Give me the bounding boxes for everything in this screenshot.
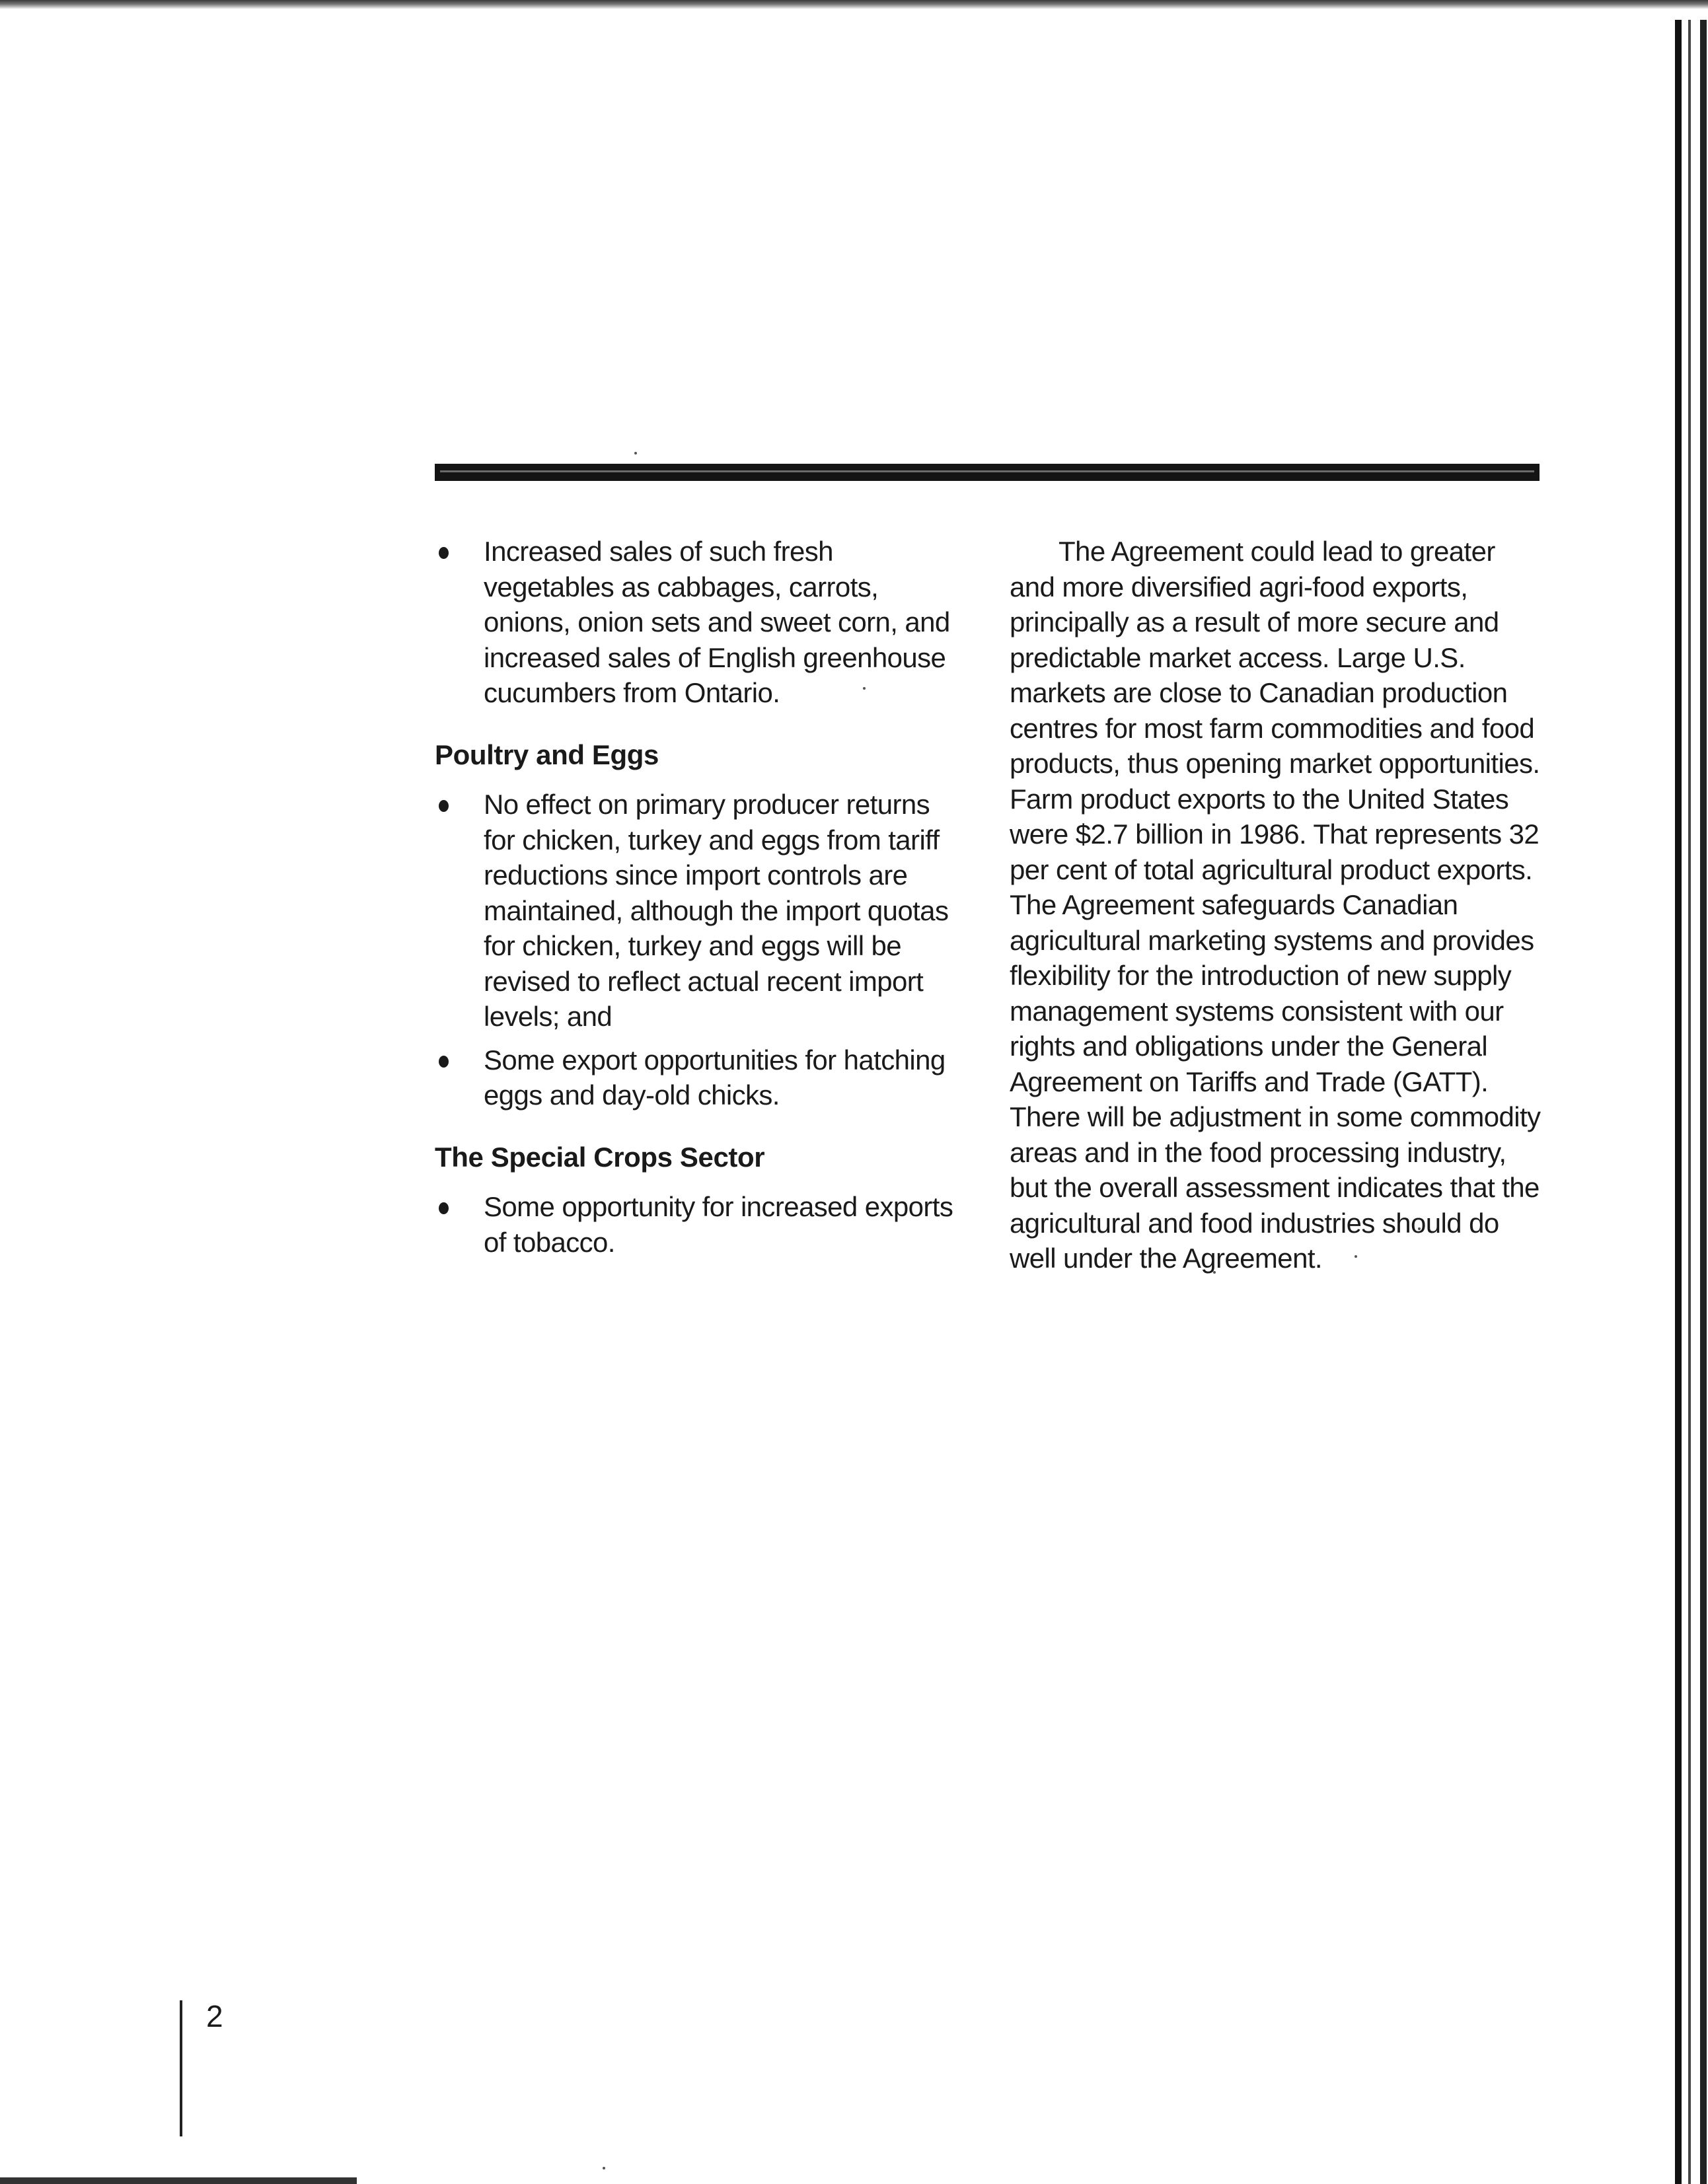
list-item	[435, 1042, 963, 1113]
list-item	[435, 787, 963, 1035]
right-column	[1010, 534, 1546, 1276]
speck	[603, 2167, 605, 2169]
binding-line	[1675, 20, 1682, 2184]
section-rule	[435, 464, 1540, 481]
bullet-text: Some opportunity for increased exports of tobacco.	[484, 1191, 953, 1258]
binding-line	[1688, 20, 1691, 2184]
bullet-icon	[439, 1056, 449, 1068]
scan-binding-edge	[1668, 20, 1708, 2184]
body-paragraph: The Agreement could lead to greater and more diversified agri-food exports, principally as a result of more secure and predictable market access. Large U.S. markets are close to Canadian production centres for most farm commodities and food products, thus opening market opportunities. Farm product exports to the United States were $2.7 billion in 1986. That represents 32 per cent of total agricultural product exports. The Agreement safeguards Canadian agricultural marketing systems and provides flexibility for the introduction of new supply management systems consistent with our rights and obligations under the General Agreement on Tariffs and Trade (GATT). There will be adjustment in some commodity areas and in the food processing industry, but the overall assessment indicates that the agricultural and food industries should do well under the Agreement.	[1010, 536, 1541, 1274]
section-heading-special-crops: The Special Crops Sector	[435, 1141, 765, 1173]
list-item	[435, 1189, 963, 1260]
speck	[634, 452, 637, 455]
page-marker-line	[180, 2000, 182, 2136]
list-item	[435, 534, 963, 711]
scan-top-edge	[0, 0, 1708, 9]
left-column	[435, 534, 963, 1268]
binding-line	[1700, 20, 1707, 2184]
page-number: 2	[206, 1999, 223, 2033]
bullet-text: Some export opportunities for hatching eggs and day-old chicks.	[484, 1044, 946, 1110]
bullet-icon	[439, 800, 449, 812]
scan-bottom-edge	[0, 2177, 357, 2184]
bullet-icon	[439, 547, 449, 559]
bullet-icon	[439, 1202, 449, 1214]
bullet-text: Increased sales of such fresh vegetables as cabbages, carrots, onions, onion sets and sweet corn, and increased sales of English greenhouse cucumbers from Ontario.	[484, 536, 950, 708]
section-heading-poultry: Poultry and Eggs	[435, 739, 659, 770]
bullet-text: No effect on primary producer returns for chicken, turkey and eggs from tariff reductions since import controls are maintained, although the import quotas for chicken, turkey and eggs will be revised to reflect actual recent import levels; and	[484, 789, 949, 1032]
